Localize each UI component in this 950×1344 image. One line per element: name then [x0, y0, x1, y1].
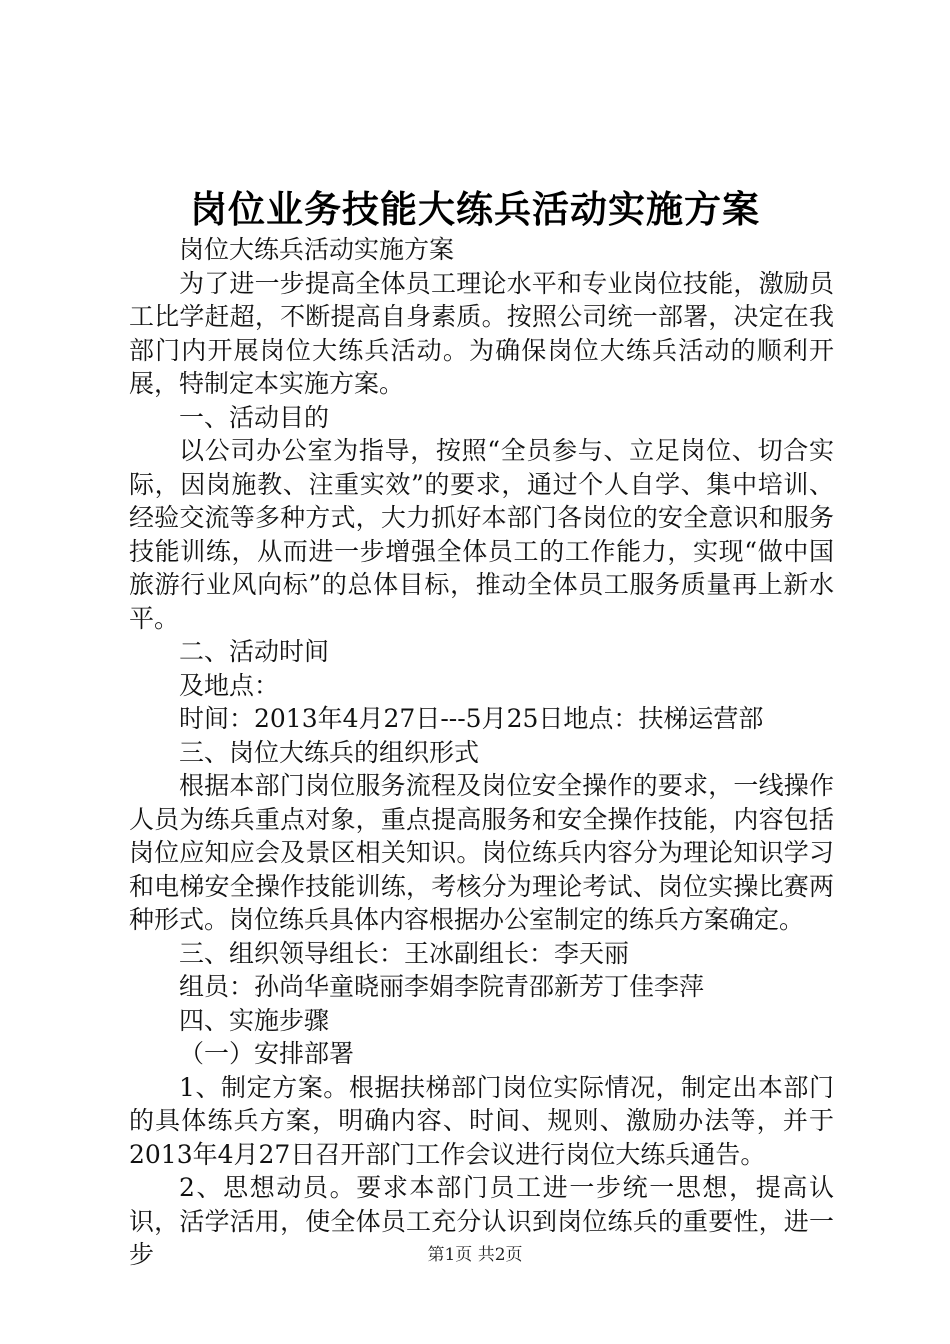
paragraph-intro: 为了进一步提高全体员工理论水平和专业岗位技能，激励员工比学赶超，不断提高自身素质。按照公司统一部署，决定在我部门内开展岗位大练兵活动。为确保岗位大练兵活动的顺利开展，特制定本实施方案。	[129, 268, 834, 398]
paragraph-purpose: 以公司办公室为指导，按照“全员参与、立足岗位、切合实际，因岗施教、注重实效”的要求，通过个人自学、集中培训、经验交流等多种方式，大力抓好本部门各岗位的安全意识和服务技能训练，从而进一步增强全体员工的工作能力，实现“做中国旅游行业风向标”的总体目标，推动全体员工服务质量再上新水平。	[129, 436, 834, 633]
paragraph-leadership: 三、组织领导组长：王冰副组长：李天丽	[179, 938, 630, 968]
page-footer: 第1页 共2页	[427, 1245, 523, 1265]
section-heading-organization: 三、岗位大练兵的组织形式	[179, 737, 480, 767]
paragraph-organization: 根据本部门岗位服务流程及岗位安全操作的要求，一线操作人员为练兵重点对象，重点提高服务和安全操作技能，内容包括岗位应知应会及景区相关知识。岗位练兵内容分为理论知识学习和电梯安全操作技能训练，考核分为理论考试、岗位实操比赛两种形式。岗位练兵具体内容根据办公室制定的练兵方案确定。	[129, 771, 834, 934]
subsection-heading-arrangement: （一）安排部署	[179, 1039, 355, 1068]
section-heading-location: 及地点：	[179, 670, 280, 700]
paragraph-subtitle: 岗位大练兵活动实施方案	[179, 235, 455, 264]
section-heading-purpose: 一、活动目的	[179, 402, 330, 432]
paragraph-time-location: 时间：2013年4月27日---5月25日地点：扶梯运营部	[179, 704, 764, 733]
document-body	[129, 233, 834, 1272]
paragraph-step-2: 2、思想动员。要求本部门员工进一步统一思想，提高认识，活学活用，使全体员工充分认识到岗位练兵的重要性，进一步	[129, 1173, 834, 1269]
section-heading-time: 二、活动时间	[179, 637, 330, 666]
section-heading-steps: 四、实施步骤	[179, 1005, 330, 1035]
paragraph-step-1: 1、制定方案。根据扶梯部门岗位实际情况，制定出本部门的具体练兵方案，明确内容、时间、规则、激励办法等，并于2013年4月27日召开部门工作会议进行岗位大练兵通告。	[129, 1072, 834, 1169]
paragraph-members: 组员：孙尚华童晓丽李娟李院青邵新芳丁佳李萍	[179, 972, 705, 1001]
document-title: 岗位业务技能大练兵活动实施方案	[190, 187, 760, 231]
